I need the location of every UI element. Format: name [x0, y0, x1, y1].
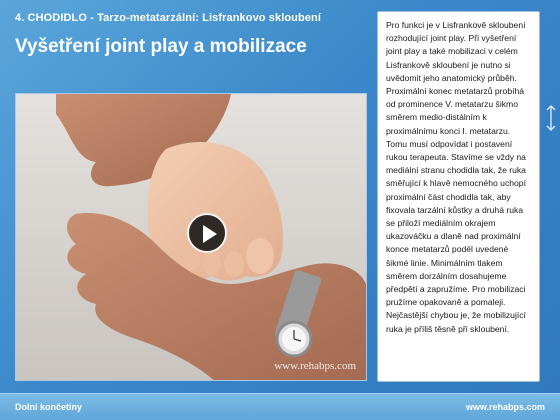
play-button[interactable] — [187, 213, 227, 253]
page-title: Vyšetření joint play a mobilizace — [15, 36, 307, 57]
footer-bar — [0, 393, 560, 420]
up-down-arrows-icon[interactable] — [545, 104, 557, 132]
video-watermark: www.rehabps.com — [274, 360, 356, 372]
video-player[interactable] — [15, 93, 367, 381]
description-text: Pro funkci je v Lisfrankově skloubení rozhodující joint play. Při vyšetření joint play a také mobilizaci v celém Lisfrankově skloubení je nutno si uvědomit jeho anatomický průběh. Proximální konec metatarzů probíhá od prominence V. metatarzu šikmo směrem medio-distálním k proximálnímu konci I. metatarzu. Tomu musí odpovídat i postavení rukou terapeuta. Stavíme se vždy na mediální stranu chodidla tak, že ruka směřující k hlavě nemocného uchopí proximální část chodidla tak, aby fixovala tarzální kůstky a druhá ruka se přiloží mediálním okrajem ukazováčku a dlaně nad proximální konce metatarzů podél uvedené šikmé linie. Minimálním tlakem směrem dorzálním dosahujeme předpětí a zapružíme. Pro mobilizaci pružíme opakovaně a pomaleji. Nejčastější chybou je, že mobilizující ruka je příliš těsně při skloubení. — [386, 20, 526, 334]
footer-section-link[interactable]: Dolní končetiny — [15, 402, 83, 412]
section-subtitle: 4. CHODIDLO - Tarzo-metatarzální: Lisfrankovo skloubení — [15, 12, 322, 24]
description-panel[interactable] — [377, 11, 540, 382]
play-icon — [203, 225, 217, 243]
footer-website-link[interactable]: www.rehabps.com — [465, 402, 545, 412]
